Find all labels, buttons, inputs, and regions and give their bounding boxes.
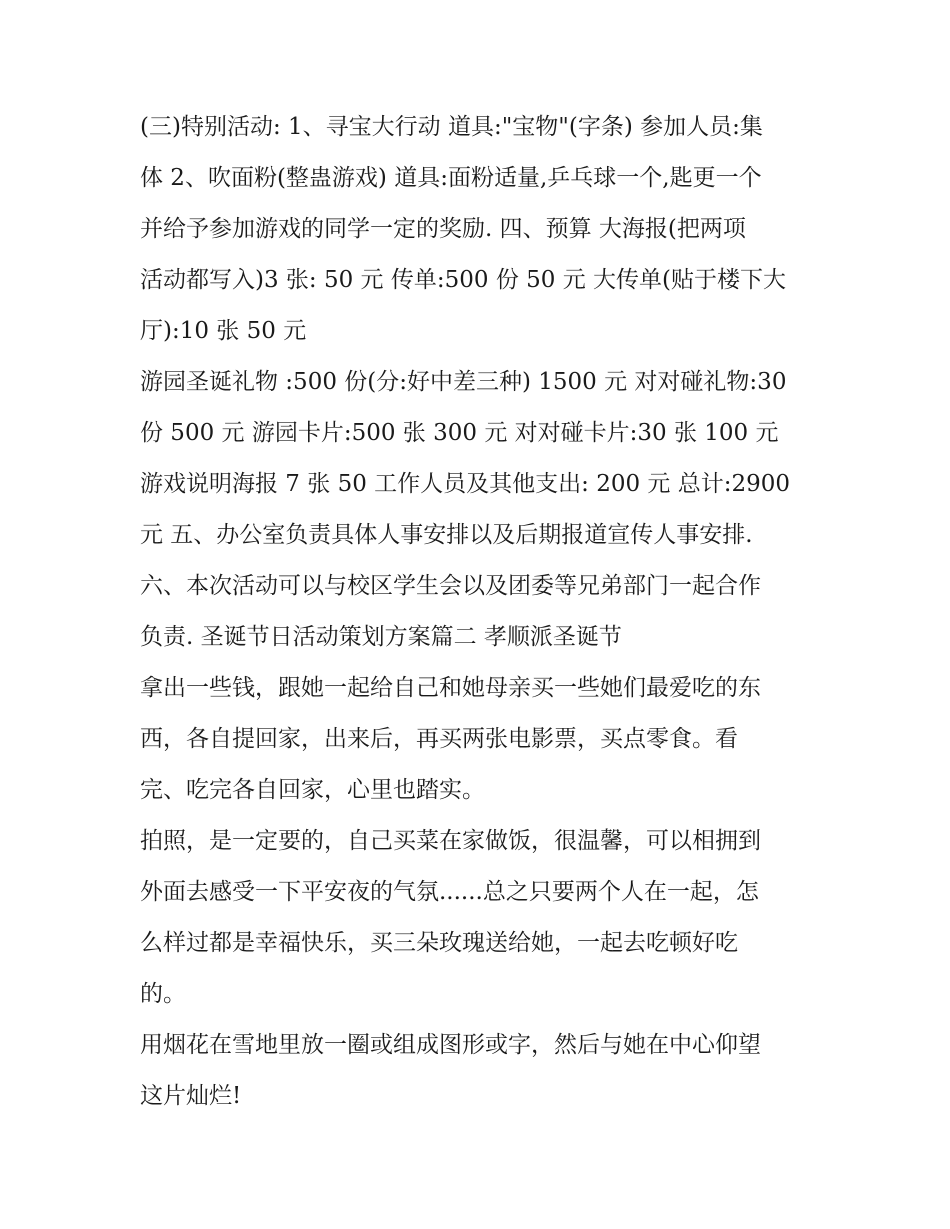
text-line: 外面去感受一下平安夜的气氛......总之只要两个人在一起，怎 — [140, 879, 759, 905]
text-line: 体 2、吹面粉(整蛊游戏) 道具:面粉适量,乒乓球一个,匙更一个 — [140, 165, 762, 191]
text-line: 厅):10 张 50 元 — [140, 318, 307, 344]
text-line: 活动都写入)3 张: 50 元 传单:500 份 50 元 大传单(贴于楼下大 — [140, 267, 786, 293]
text-line: 用烟花在雪地里放一圈或组成图形或字，然后与她在中心仰望 — [140, 1032, 761, 1058]
text-line: 份 500 元 游园卡片:500 张 300 元 对对碰卡片:30 张 100 元 — [140, 420, 779, 446]
document-body — [140, 102, 820, 1122]
text-line: 么样过都是幸福快乐，买三朵玫瑰送给她，一起去吃顿好吃 — [140, 930, 738, 956]
text-line: 负责. 圣诞节日活动策划方案篇二 孝顺派圣诞节 — [140, 624, 622, 650]
text-line: 游园圣诞礼物 :500 份(分:好中差三种) 1500 元 对对碰礼物:30 — [140, 369, 787, 395]
text-line: 拍照，是一定要的，自己买菜在家做饭，很温馨，可以相拥到 — [140, 828, 761, 854]
text-line: 并给予参加游戏的同学一定的奖励. 四、预算 大海报(把两项 — [140, 216, 746, 242]
text-line: 游戏说明海报 7 张 50 工作人员及其他支出: 200 元 总计:2900 — [140, 471, 791, 497]
text-line: 的。 — [140, 981, 186, 1007]
text-line: 六、本次活动可以与校区学生会以及团委等兄弟部门一起合作 — [140, 573, 761, 599]
text-line: 元 五、办公室负责具体人事安排以及后期报道宣传人事安排. — [140, 522, 753, 548]
text-line: 西，各自提回家，出来后，再买两张电影票，买点零食。看 — [140, 726, 738, 752]
text-line: 拿出一些钱，跟她一起给自己和她母亲买一些她们最爱吃的东 — [140, 675, 761, 701]
text-line: 完、吃完各自回家，心里也踏实。 — [140, 777, 485, 803]
text-line: 这片灿烂! — [140, 1083, 242, 1109]
text-line: (三)特别活动: 1、寻宝大行动 道具:"宝物"(字条) 参加人员:集 — [140, 114, 763, 140]
